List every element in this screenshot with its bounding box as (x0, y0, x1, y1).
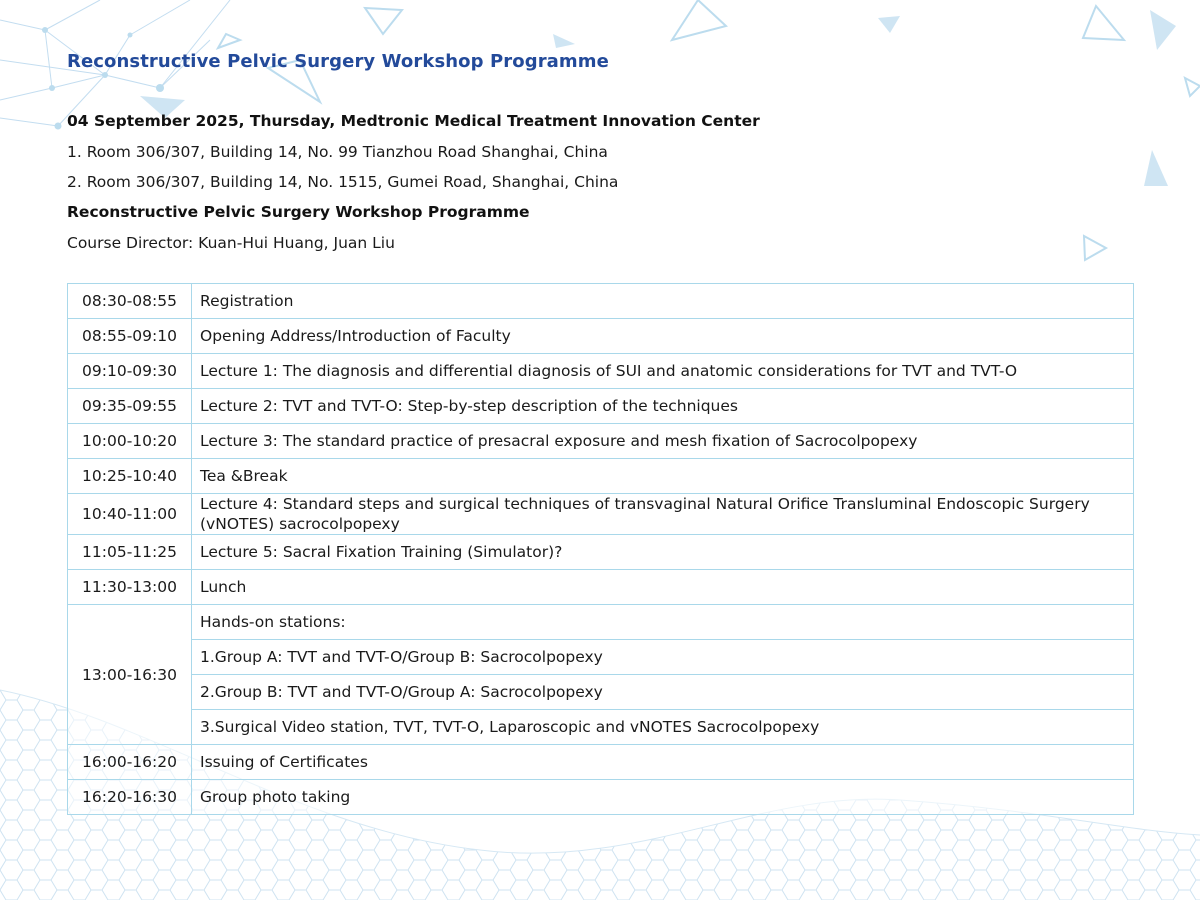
time-cell: 10:40-11:00 (68, 494, 192, 535)
session-cell: Lecture 5: Sacral Fixation Training (Simulator)? (192, 535, 1134, 570)
session-cell: 1.Group A: TVT and TVT-O/Group B: Sacrocolpopexy (192, 640, 1134, 675)
session-cell: Opening Address/Introduction of Faculty (192, 319, 1134, 354)
time-cell: 09:10-09:30 (68, 354, 192, 389)
address-line-1: 1. Room 306/307, Building 14, No. 99 Tianzhou Road Shanghai, China (67, 143, 608, 161)
session-cell: 2.Group B: TVT and TVT-O/Group A: Sacrocolpopexy (192, 675, 1134, 710)
table-row (68, 570, 1134, 605)
session-cell: Lunch (192, 570, 1134, 605)
time-cell: 10:25-10:40 (68, 459, 192, 494)
table-row (68, 354, 1134, 389)
table-row (68, 494, 1134, 535)
table-row (68, 710, 1134, 745)
session-cell: Lecture 3: The standard practice of presacral exposure and mesh fixation of Sacrocolpopexy (192, 424, 1134, 459)
programme-subtitle: Reconstructive Pelvic Surgery Workshop Programme (67, 203, 530, 221)
table-row (68, 389, 1134, 424)
table-row (68, 424, 1134, 459)
time-cell: 16:20-16:30 (68, 780, 192, 815)
table-row (68, 535, 1134, 570)
session-cell: Registration (192, 284, 1134, 319)
time-cell: 13:00-16:30 (68, 605, 192, 745)
course-director: Course Director: Kuan-Hui Huang, Juan Liu (67, 234, 395, 252)
table-row (68, 459, 1134, 494)
time-cell: 09:35-09:55 (68, 389, 192, 424)
page-title: Reconstructive Pelvic Surgery Workshop Programme (67, 51, 609, 72)
session-cell: Lecture 2: TVT and TVT-O: Step-by-step description of the techniques (192, 389, 1134, 424)
session-cell: Lecture 4: Standard steps and surgical techniques of transvaginal Natural Orifice Transluminal Endoscopic Surgery (vNOTES) sacrocolpopexy (192, 494, 1134, 535)
table-row (68, 640, 1134, 675)
time-cell: 08:55-09:10 (68, 319, 192, 354)
table-row (68, 745, 1134, 780)
session-cell: Group photo taking (192, 780, 1134, 815)
table-row (68, 605, 1134, 640)
session-cell: Lecture 1: The diagnosis and differential diagnosis of SUI and anatomic considerations for TVT and TVT-O (192, 354, 1134, 389)
time-cell: 10:00-10:20 (68, 424, 192, 459)
session-cell: Issuing of Certificates (192, 745, 1134, 780)
schedule-table (67, 283, 1134, 815)
time-cell: 16:00-16:20 (68, 745, 192, 780)
session-cell: Hands-on stations: (192, 605, 1134, 640)
time-cell: 11:30-13:00 (68, 570, 192, 605)
table-row (68, 319, 1134, 354)
table-row (68, 675, 1134, 710)
table-row (68, 284, 1134, 319)
time-cell: 08:30-08:55 (68, 284, 192, 319)
session-cell: Tea &Break (192, 459, 1134, 494)
date-venue: 04 September 2025, Thursday, Medtronic Medical Treatment Innovation Center (67, 112, 760, 130)
table-row (68, 780, 1134, 815)
session-cell: 3.Surgical Video station, TVT, TVT-O, Laparoscopic and vNOTES Sacrocolpopexy (192, 710, 1134, 745)
address-line-2: 2. Room 306/307, Building 14, No. 1515, Gumei Road, Shanghai, China (67, 173, 619, 191)
time-cell: 11:05-11:25 (68, 535, 192, 570)
